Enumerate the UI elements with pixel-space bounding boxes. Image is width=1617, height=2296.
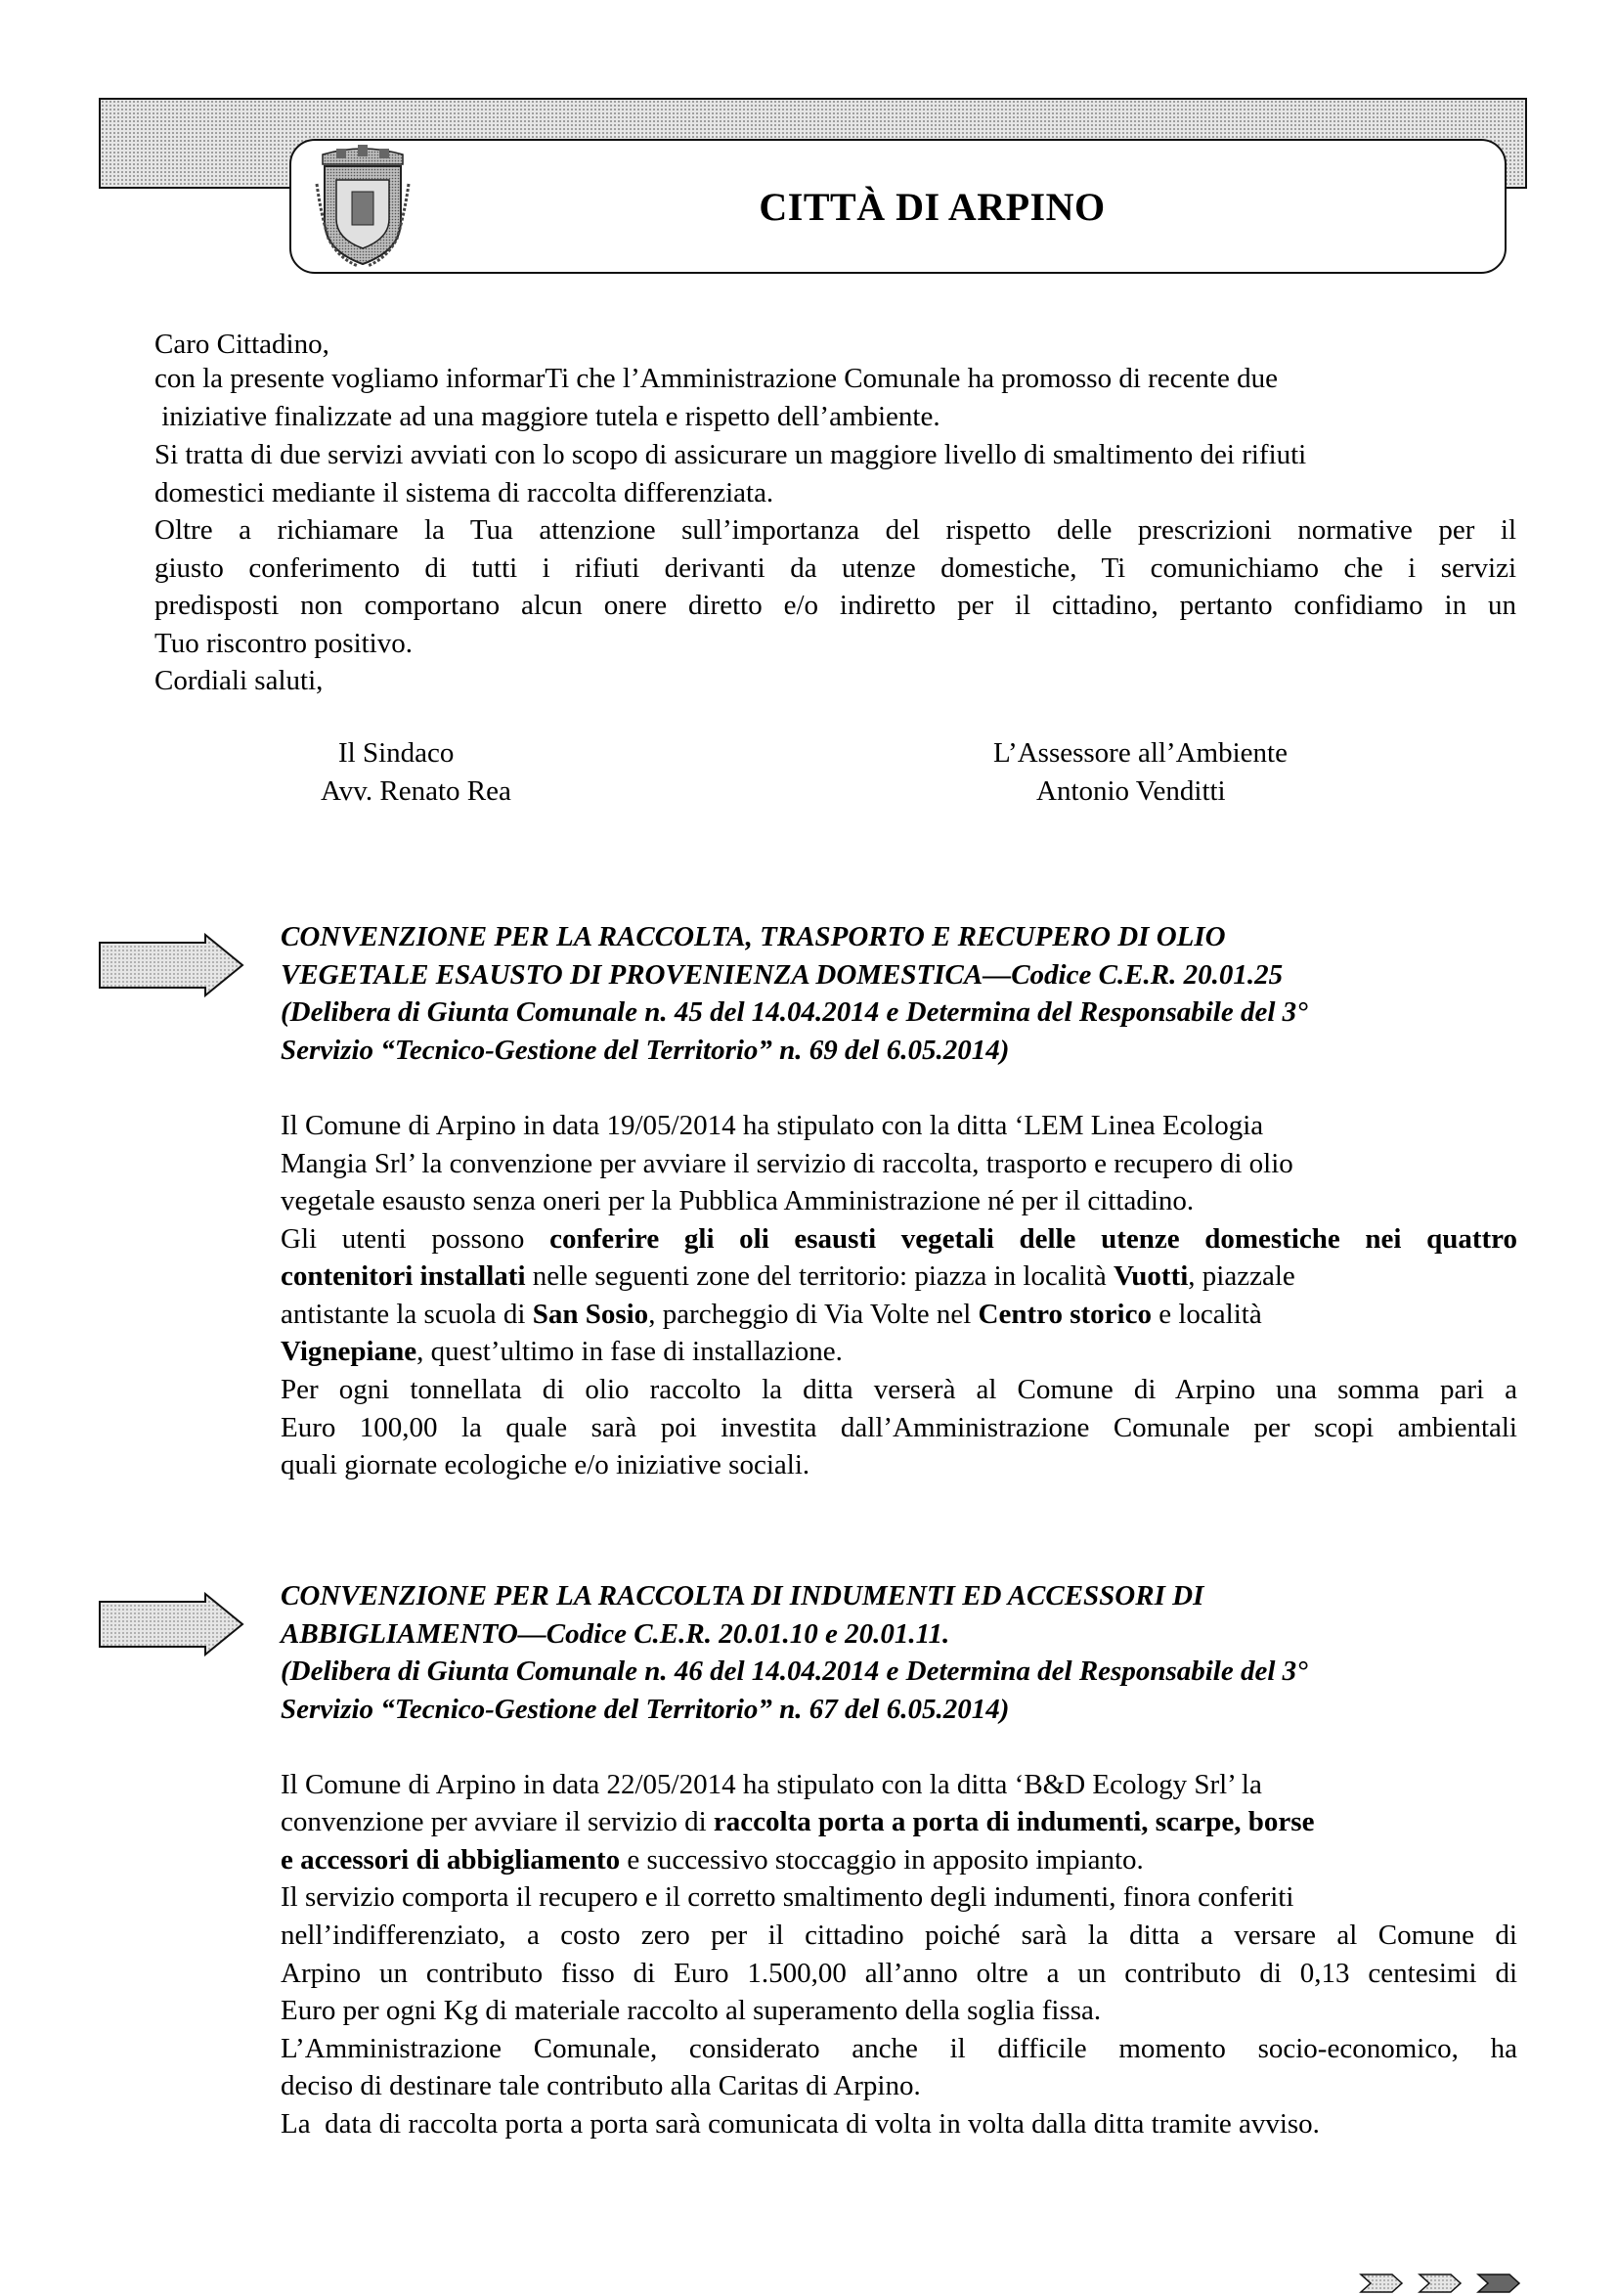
- section1-heading-line: VEGETALE ESAUSTO DI PROVENIENZA DOMESTICA—Codice C.E.R. 20.01.25: [281, 959, 1284, 991]
- letter-line: domestici mediante il sistema di raccolta differenziata.: [154, 477, 774, 508]
- section1-body-line: Il Comune di Arpino in data 19/05/2014 ha stipulato con la ditta ‘LEM Linea Ecologia: [281, 1110, 1264, 1141]
- letter-line: Cordiali saluti,: [154, 665, 324, 696]
- section2-body-line: e accessori di abbigliamento e successivo stoccaggio in apposito impianto.: [281, 1844, 1144, 1876]
- mayor-name: Avv. Renato Rea: [321, 775, 511, 807]
- arrow-right-icon: [98, 933, 244, 997]
- section2-body-line: nell’indifferenziato, a costo zero per il cittadino poiché sarà la ditta a versare al Comune di: [281, 1920, 1517, 1951]
- arrow-right-icon: [98, 1592, 244, 1656]
- section2-body-line: L’Amministrazione Comunale, considerato anche il difficile momento socio-economico, ha: [281, 2033, 1517, 2064]
- section1-body-line: quali giornate ecologiche e/o iniziative sociali.: [281, 1449, 810, 1480]
- section2-body-line: deciso di destinare tale contributo alla Caritas di Arpino.: [281, 2070, 921, 2101]
- section1-heading-line: CONVENZIONE PER LA RACCOLTA, TRASPORTO E RECUPERO DI OLIO: [281, 921, 1226, 952]
- section1-body-line: Euro 100,00 la quale sarà poi investita dall’Amministrazione Comunale per scopi ambientali: [281, 1412, 1517, 1443]
- section1-body-line: Per ogni tonnellata di olio raccolto la ditta verserà al Comune di Arpino una somma pari a: [281, 1374, 1517, 1405]
- mayor-role: Il Sindaco: [338, 737, 455, 769]
- section1-heading-line: Servizio “Tecnico-Gestione del Territorio” n. 69 del 6.05.2014): [281, 1035, 1010, 1066]
- section1-body-line: contenitori installati nelle seguenti zone del territorio: piazza in località Vuotti, piazzale: [281, 1260, 1295, 1292]
- section2-body-line: Euro per ogni Kg di materiale raccolto al superamento della soglia fissa.: [281, 1995, 1102, 2026]
- city-title: CITTÀ DI ARPINO: [759, 184, 1106, 229]
- section1-body-line: Vignepiane, quest’ultimo in fase di installazione.: [281, 1336, 843, 1367]
- section1-body-line: Mangia Srl’ la convenzione per avviare il servizio di raccolta, trasporto e recupero di olio: [281, 1148, 1293, 1179]
- section1-heading-line: (Delibera di Giunta Comunale n. 45 del 14.04.2014 e Determina del Responsabile del 3°: [281, 996, 1308, 1028]
- letter-line: Caro Cittadino,: [154, 329, 329, 360]
- letter-line: predisposti non comportano alcun onere diretto e/o indiretto per il cittadino, pertanto confidiamo in un: [154, 590, 1516, 621]
- letter-line: Oltre a richiamare la Tua attenzione sull’importanza del rispetto delle prescrizioni normative per il: [154, 514, 1516, 546]
- section2-body-line: La data di raccolta porta a porta sarà comunicata di volta in volta dalla ditta tramite avviso.: [281, 2108, 1320, 2140]
- section2-body-line: Il servizio comporta il recupero e il corretto smaltimento degli indumenti, finora conferiti: [281, 1881, 1294, 1913]
- next-page-arrows-icon: [1359, 2271, 1525, 2296]
- section2-body-line: Arpino un contributo fisso di Euro 1.500,00 all’anno oltre a un contributo di 0,13 centesimi di: [281, 1958, 1517, 1989]
- section2-body-line: Il Comune di Arpino in data 22/05/2014 ha stipulato con la ditta ‘B&D Ecology Srl’ la: [281, 1769, 1262, 1800]
- assessor-name: Antonio Venditti: [1036, 775, 1226, 807]
- letter-line: con la presente vogliamo informarTi che l’Amministrazione Comunale ha promosso di recente due: [154, 363, 1278, 394]
- section2-heading-line: ABBIGLIAMENTO—Codice C.E.R. 20.01.10 e 20.01.11.: [281, 1618, 950, 1650]
- section2-heading-line: Servizio “Tecnico-Gestione del Territorio” n. 67 del 6.05.2014): [281, 1694, 1010, 1725]
- section2-heading-line: CONVENZIONE PER LA RACCOLTA DI INDUMENTI ED ACCESSORI DI: [281, 1580, 1204, 1612]
- section1-body-line: Gli utenti possono conferire gli oli esausti vegetali delle utenze domestiche nei quattro: [281, 1223, 1517, 1255]
- section1-body-line: antistante la scuola di San Sosio, parcheggio di Via Volte nel Centro storico e località: [281, 1299, 1262, 1330]
- assessor-role: L’Assessore all’Ambiente: [993, 737, 1288, 769]
- letter-line: iniziative finalizzate ad una maggiore tutela e rispetto dell’ambiente.: [154, 401, 940, 432]
- letter-line: giusto conferimento di tutti i rifiuti derivanti da utenze domestiche, Ti comunichiamo che i servizi: [154, 552, 1516, 584]
- section2-body-line: convenzione per avviare il servizio di raccolta porta a porta di indumenti, scarpe, borse: [281, 1806, 1315, 1837]
- section1-body-line: vegetale esausto senza oneri per la Pubblica Amministrazione né per il cittadino.: [281, 1185, 1195, 1216]
- section2-heading-line: (Delibera di Giunta Comunale n. 46 del 14.04.2014 e Determina del Responsabile del 3°: [281, 1656, 1308, 1687]
- letter-line: Tuo riscontro positivo.: [154, 628, 413, 659]
- letter-line: Si tratta di due servizi avviati con lo scopo di assicurare un maggiore livello di smaltimento dei rifiuti: [154, 439, 1307, 470]
